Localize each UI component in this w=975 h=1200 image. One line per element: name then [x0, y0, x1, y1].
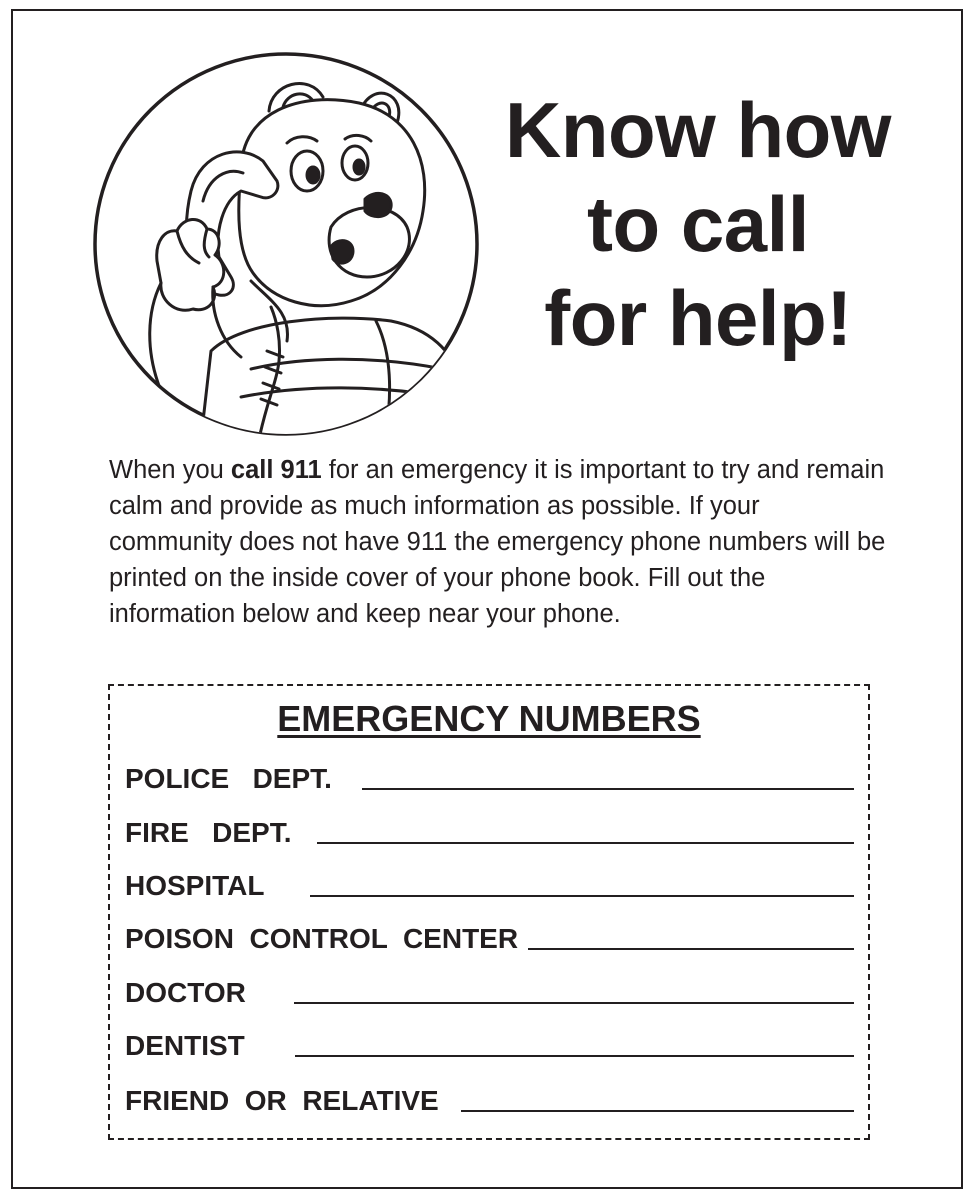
emergency-number-blank-dentist[interactable] [295, 1055, 854, 1057]
title-line-1: Know how [505, 86, 891, 174]
emergency-row-friend-relative [125, 1078, 854, 1118]
emergency-numbers-box [108, 684, 870, 1140]
emergency-number-blank-friend-relative[interactable] [461, 1110, 854, 1112]
emergency-number-blank-fire[interactable] [317, 842, 854, 844]
emergency-row-label: FIRE DEPT. [125, 817, 292, 848]
emergency-row-label: POLICE DEPT. [125, 763, 332, 794]
bear-on-phone-icon [91, 51, 481, 439]
emergency-row-label: HOSPITAL [125, 870, 265, 901]
emergency-number-blank-poison-control[interactable] [528, 948, 854, 950]
emergency-number-blank-police[interactable] [362, 788, 854, 790]
intro-paragraph [109, 452, 889, 632]
flyer-page [11, 9, 963, 1189]
title-line-2: to call [587, 180, 809, 268]
emergency-numbers-heading [110, 696, 868, 742]
emergency-row-fire [125, 810, 854, 850]
emergency-numbers-heading-text: EMERGENCY NUMBERS [277, 698, 701, 739]
emergency-row-poison-control [125, 916, 854, 956]
page-title [488, 83, 908, 365]
emergency-row-doctor [125, 970, 854, 1010]
intro-text-rest: for an emergency it is important to try and remain calm and provide as much information as possible. If your community does not have 911 the emergency phone numbers will be printed on the inside cover of your phone book. Fill out the information below and keep near your phone. [109, 456, 886, 628]
emergency-row-label: DOCTOR [125, 977, 246, 1008]
emergency-row-dentist [125, 1023, 854, 1063]
intro-text-start: When you [109, 456, 231, 484]
emergency-row-label: DENTIST [125, 1030, 245, 1061]
emergency-row-label: FRIEND OR RELATIVE [125, 1085, 439, 1116]
title-line-3: for help! [544, 274, 852, 362]
emergency-row-label: POISON CONTROL CENTER [125, 923, 519, 954]
emergency-row-police [125, 756, 854, 796]
emergency-row-hospital [125, 863, 854, 903]
intro-call-911: call 911 [230, 456, 322, 484]
emergency-number-blank-hospital[interactable] [310, 895, 854, 897]
emergency-number-blank-doctor[interactable] [294, 1002, 854, 1004]
